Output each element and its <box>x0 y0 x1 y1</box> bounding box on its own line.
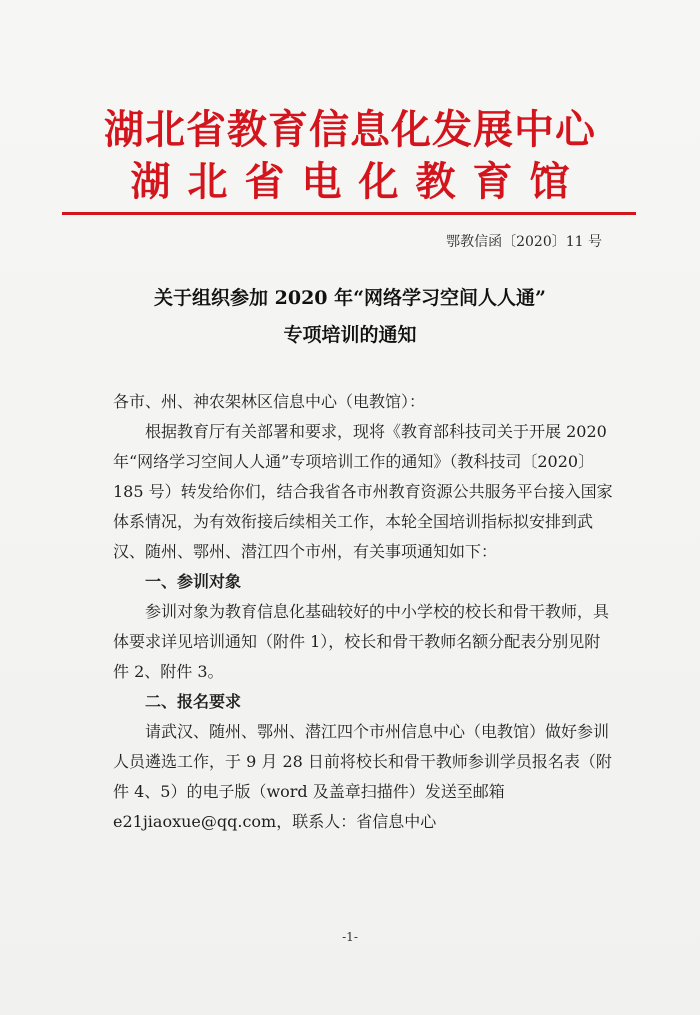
org-name-line1: 湖北省教育信息化发展中心 <box>104 106 596 153</box>
section-body-participants: 参训对象为教育信息化基础较好的中小学校的校长和骨干教师，具体要求详见培训通知（附件 1），校长和骨干教师名额分配表分别见附件 2、附件 3。 <box>113 602 610 681</box>
org-name-line2: 湖北省电化教育馆 <box>130 158 587 205</box>
page-number: -1- <box>342 930 358 944</box>
document-title-line2: 专项培训的通知 <box>283 324 417 346</box>
addressee: 各市、州、神农架林区信息中心（电教馆）： <box>113 392 426 411</box>
document-number: 鄂教信函〔2020〕11 号 <box>446 234 602 250</box>
intro-paragraph: 根据教育厅有关部署和要求，现将《教育部科技司关于开展 2020 年“网络学习空间人人通”专项培训工作的通知》（教科技司〔2020〕185 号）转发给你们，结合我省各市州教育资源公共服务平台接入国家体系情况，为有效衔接后续相关工作，本轮全国培训指标拟安排到武汉、随州、鄂州、潜江四个市州，有关事项通知如下： <box>113 422 613 561</box>
document-title-line1: 关于组织参加 2020 年“网络学习空间人人通” <box>154 287 546 309</box>
red-header-rule <box>62 212 636 215</box>
section-heading-registration: 二、报名要求 <box>145 692 242 711</box>
section-heading-participants: 一、参训对象 <box>145 572 242 591</box>
document-body <box>113 387 613 837</box>
section-body-registration: 请武汉、随州、鄂州、潜江四个市州信息中心（电教馆）做好参训人员遴选工作，于 9 月 28 日前将校长和骨干教师参训学员报名表（附件 4、5）的电子版（word 及盖章扫描件）发送至邮箱 e21jiaoxue@qq.com，联系人：省信息中心 <box>113 722 612 831</box>
